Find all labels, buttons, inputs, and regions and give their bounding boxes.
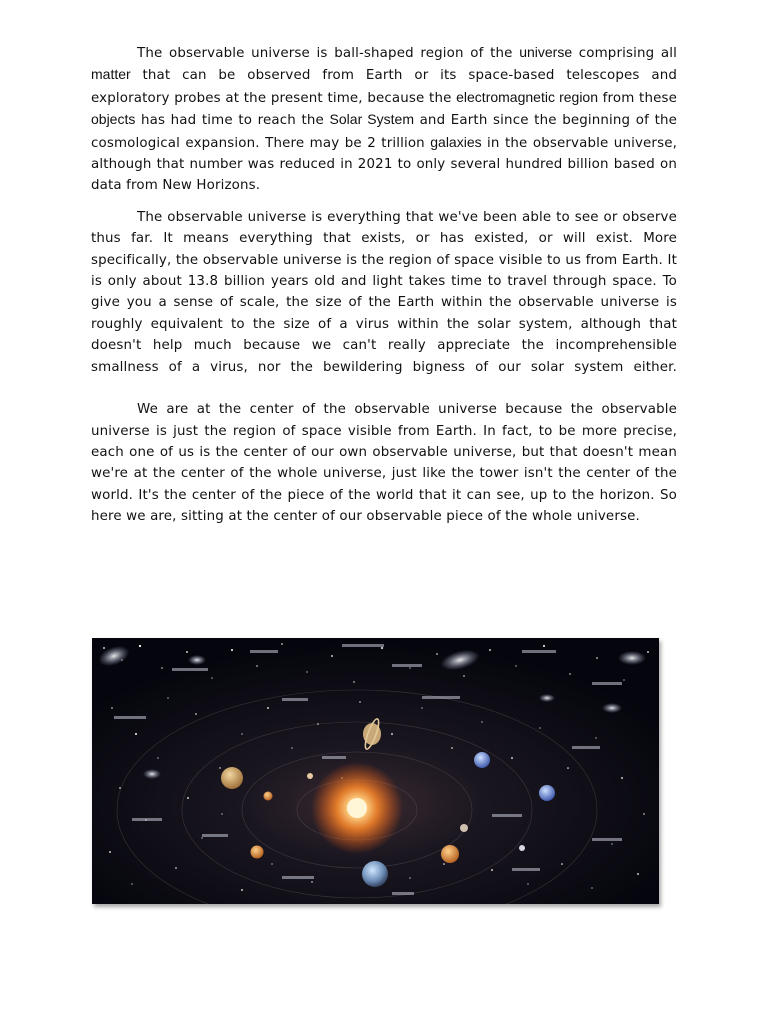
paragraph-observable-universe-scale: The observable universe is everything that we've been able to see or observe thus far. It means everything that exists, or has existed, or will exist. More specifically, the observable universe is the region of space visible to us from Earth. It is only about 13.8 billion years old and light takes time to travel through space. To give you a sense of scale, the size of the Earth within the observable universe is roughly equivalent to the size of a virus within the solar system, although that doesn't help much because we can't really appreciate the incomprehensible smallness of a virus, nor the bewildering bigness of our solar system either.	[91, 209, 677, 375]
text-run: from these	[598, 90, 677, 106]
planet-mercury	[460, 824, 468, 832]
paragraph-observable-universe-definition	[91, 42, 677, 197]
keyword-matter: matter	[91, 66, 131, 83]
planet-mars	[251, 846, 264, 859]
universe-map-graphic	[92, 638, 659, 904]
keyword-solar-system: Solar System	[329, 111, 414, 128]
keyword-electromagnetic-region: electromagnetic region	[456, 88, 598, 105]
text-run: and Earth since the beginning of the cosmological expansion. There may be 2 trillion	[91, 113, 678, 151]
jupiter	[221, 767, 243, 789]
planet-neptune	[474, 752, 490, 768]
keyword-galaxies: galaxies	[430, 133, 482, 150]
text-run: that can be observed from Earth or its space-based telescopes and exploratory probes at the present time, because the	[91, 68, 677, 106]
planet-earth	[362, 861, 388, 887]
dwarf-planet	[519, 845, 525, 851]
keyword-universe: universe	[519, 44, 573, 60]
planet-small-orange	[264, 792, 273, 801]
text-run: comprising all	[572, 46, 677, 61]
keyword-objects: objects	[91, 111, 136, 128]
planet-venus	[441, 845, 459, 863]
text-run: The observable universe is ball-shaped region of the	[137, 46, 520, 61]
text-run: has had time to reach the	[135, 113, 330, 129]
observable-universe-illustration	[92, 638, 659, 904]
moon-body	[307, 773, 313, 779]
document-body	[91, 42, 677, 538]
text-run: in the observable universe, although that number was reduced in 2021 to only several hundred billion based on data from New Horizons.	[91, 135, 677, 194]
sun-core	[347, 798, 367, 818]
paragraph-center-of-universe: We are at the center of the observable universe because the observable universe is just the region of space visible from Earth. In fact, to be more precise, each one of us is the center of our own observable universe, but that doesn't mean we're at the center of the whole universe, just like the tower isn't the center of the world. It's the center of the piece of the world that it can see, up to the horizon. So here we are, sitting at the center of our observable piece of the whole universe.	[91, 402, 677, 525]
planet-uranus	[539, 785, 555, 801]
